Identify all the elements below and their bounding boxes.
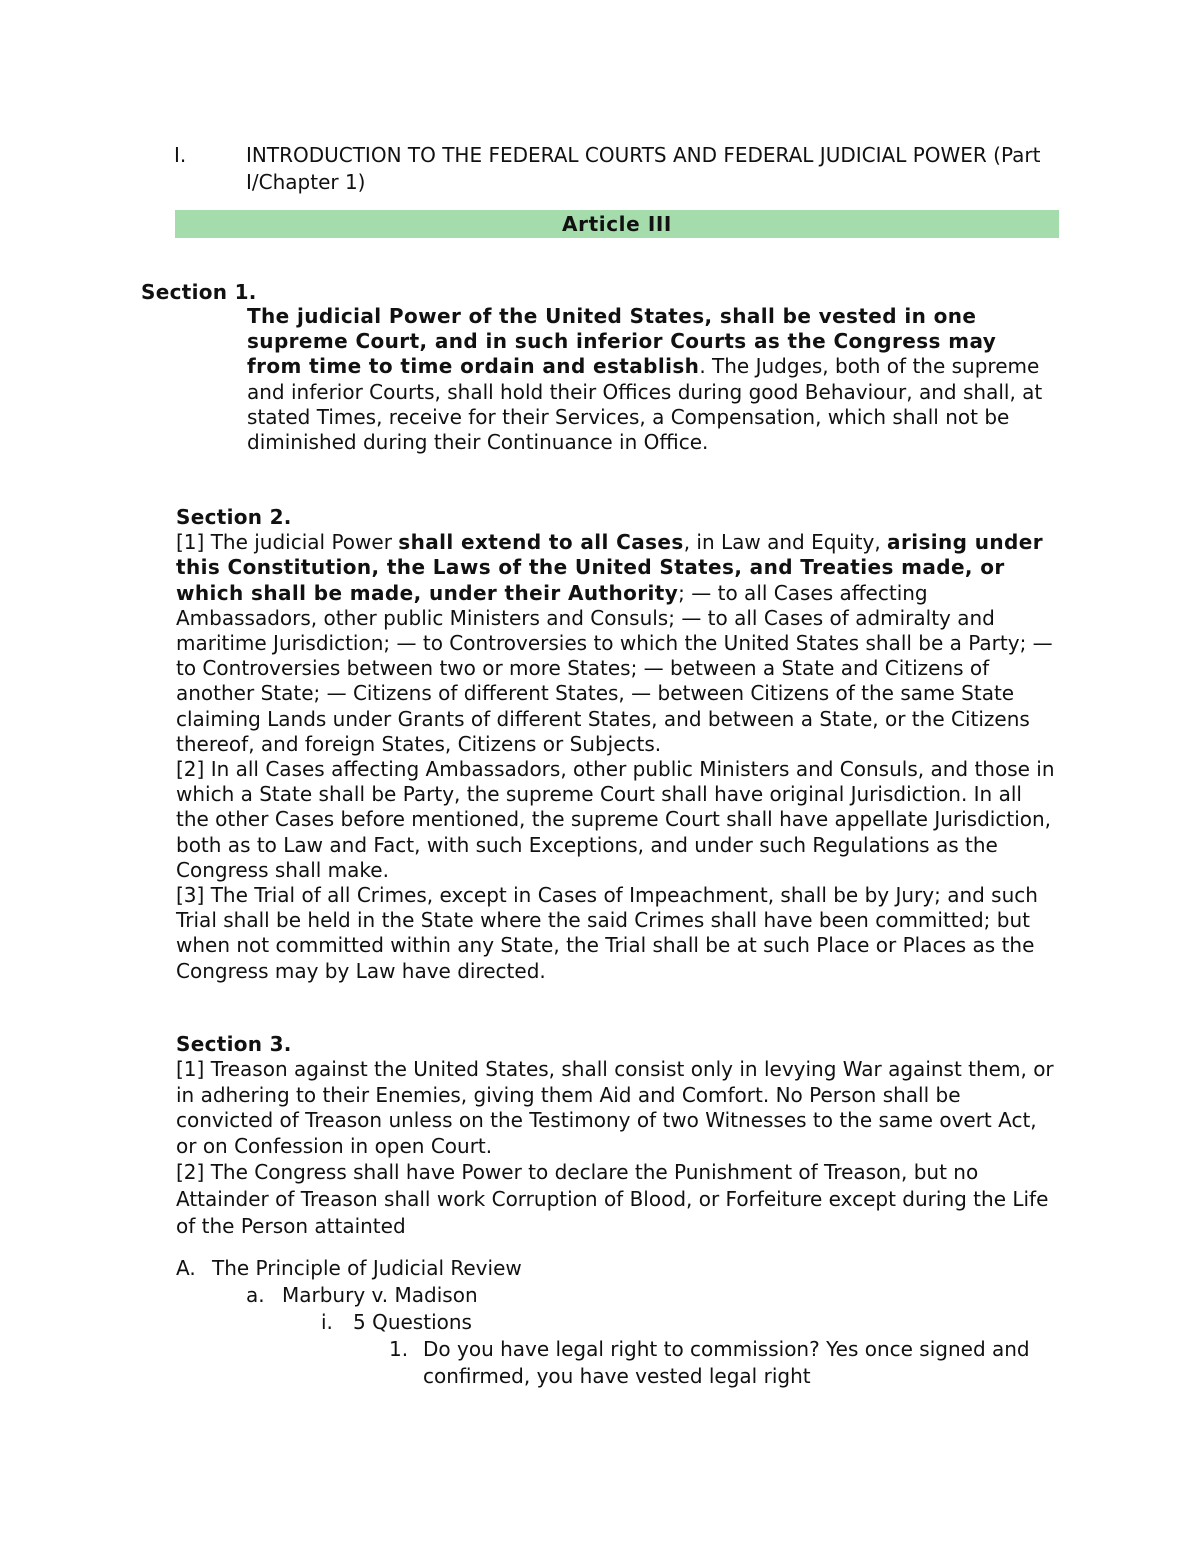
clause-text: , in Law and Equity, [683,530,888,555]
section-2-clause-2: [2] In all Cases affecting Ambassadors, other public Ministers and Consuls, and those in which a State shall be Party, the supreme Court shall have original Jurisdiction. In all the other Cases before mentioned, the supreme Court shall have appellate Jurisdiction, both as to Law and Fact, with such Exceptions, and under such Regulations as the Congress shall make. [176,757,1055,882]
clause-bold-text: shall extend to all Cases [398,530,684,555]
section-2-clause-1 [176,530,1056,757]
outline-label: i. [321,1310,333,1334]
outline-item-a-lower [176,1282,1056,1309]
outline-text: Marbury v. Madison [282,1283,478,1307]
outline-label: 1. [389,1337,409,1361]
outline-item-roman-i [176,1309,1056,1336]
section-2-clause-3: [3] The Trial of all Crimes, except in Cases of Impeachment, shall be by Jury; and such Trial shall be held in the State where the said Crimes shall have been committed; but when not committed within any State, the Trial shall be at such Place or Places as the Congress may by Law have directed. [176,883,1038,983]
section-1-title: Section 1. [141,280,257,304]
outline-text: 5 Questions [353,1310,472,1334]
section-1-text: . The Judges, both of the supreme and inferior Courts, shall hold their Offices during good Behaviour, and shall, at stated Times, receive for their Services, a Compensation, which shall not be diminished during their Continuance in Office. [247,354,1043,455]
section-3-title: Section 3. [176,1032,292,1056]
outline-text: Do you have legal right to commission? Yes once signed and confirmed, you have vested legal right [423,1337,1030,1388]
outline-label: A. [176,1256,196,1280]
section-3 [176,1032,1056,1240]
outline-text: The Principle of Judicial Review [212,1256,522,1280]
notes-outline [176,1255,1056,1390]
section-3-clause-2: [2] The Congress shall have Power to declare the Punishment of Treason, but no Attainder of Treason shall work Corruption of Blood, or Forfeiture except during the Life of the Person attainted [176,1160,1049,1239]
section-2-title: Section 2. [176,505,292,529]
section-3-clause-1: [1] Treason against the United States, shall consist only in levying War against them, or in adhering to their Enemies, giving them Aid and Comfort. No Person shall be convicted of Treason unless on the Testimony of two Witnesses to the same overt Act, or on Confession in open Court. [176,1057,1054,1158]
section-2 [176,505,1056,984]
outline-item-number-1 [176,1336,1056,1390]
article-title-bar: Article III [175,210,1059,238]
heading-text: INTRODUCTION TO THE FEDERAL COURTS AND FEDERAL JUDICIAL POWER (Part I/Chapter 1) [246,143,1041,194]
clause-text: [1] The judicial Power [176,530,399,555]
outline-label: a. [246,1283,265,1307]
heading-number: I. [174,143,187,167]
outline-item-a-upper [176,1255,1056,1282]
clause-bold-text: arising under this Constitution, the Laws of the United States, and Treaties made, or which shall be made, under their Authority [176,530,1043,605]
section-1-bold-text: The judicial Power of the United States, shall be vested in one supreme Court, and in such inferior Courts as the Congress may from time to time ordain and establish [247,304,997,379]
section-1-body [247,304,1047,455]
clause-text: ; — to all Cases affecting Ambassadors, other public Ministers and Consuls; — to all Cases of admiralty and maritime Jurisdiction; — to Controversies to which the United States shall be a Party; — to Controversies between two or more States; — between a State and Citizens of another State; — Citizens of different States, — between Citizens of the same State claiming Lands under Grants of different States, and between a State, or the Citizens thereof, and foreign States, Citizens or Subjects. [176,580,1053,756]
